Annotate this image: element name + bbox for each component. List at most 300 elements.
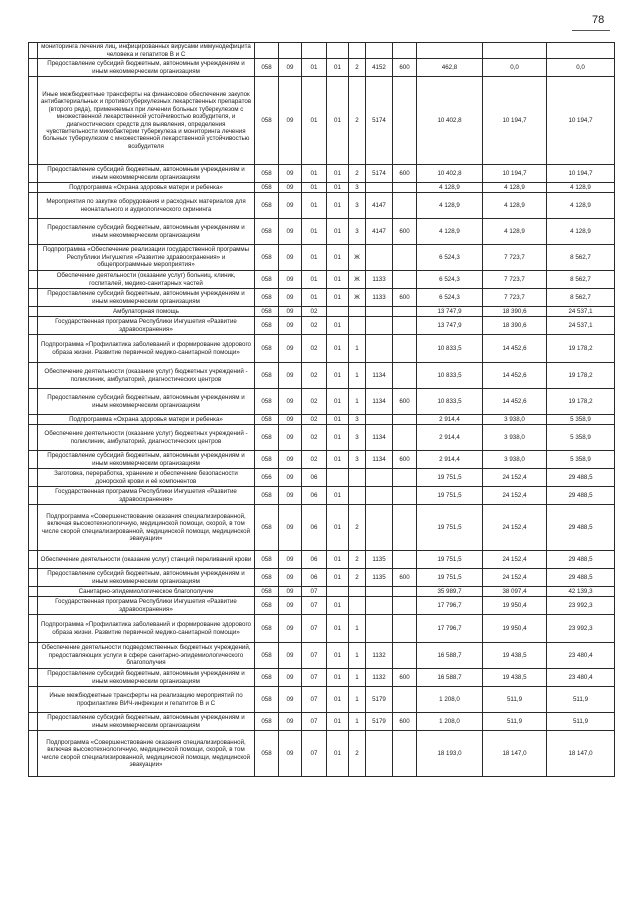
subprogram-code-cell (349, 487, 366, 505)
amount-col1-cell: 10 402,8 (417, 77, 483, 165)
row-index-cell (29, 59, 38, 77)
item-name-cell: Государственная программа Республики Ингушетия «Развитие здравоохранения» (38, 597, 255, 615)
amount-col2-cell: 19 438,5 (483, 643, 547, 669)
subprogram-code-cell: 1 (349, 615, 366, 643)
table-row (29, 469, 615, 487)
subprogram-code-cell: Ж (349, 289, 366, 307)
item-name-cell: Иные межбюджетные трансферты на финансовое обеспечение закупок антибактериальных и противотуберкулезных лекарственных препаратов (второго ряда), применяемых при лечении больных туберкулезом с множественной лекарственной устойчивостью возбудителя, и диагностических средств для выявления, определения чувствительности микобактерии туберкулеза и мониторинга лечения больных туберкулезом с множественной лекарственной устойчивостью возбудителя (38, 77, 255, 165)
ministry-code-cell: 058 (255, 193, 279, 219)
section-code-cell: 09 (279, 59, 302, 77)
direction-code-cell (366, 317, 393, 335)
section-code-cell: 09 (279, 643, 302, 669)
section-code-cell: 09 (279, 615, 302, 643)
table-row (29, 43, 615, 59)
table-row (29, 193, 615, 219)
section-code-cell: 09 (279, 505, 302, 551)
subsection-code-cell: 01 (302, 289, 327, 307)
ministry-code-cell: 058 (255, 615, 279, 643)
amount-col3-cell: 18 147,0 (547, 731, 615, 777)
amount-col2-cell: 3 938,0 (483, 451, 547, 469)
subsection-code-cell: 06 (302, 505, 327, 551)
subprogram-code-cell: 1 (349, 335, 366, 363)
ministry-code-cell: 058 (255, 569, 279, 587)
row-index-cell (29, 363, 38, 389)
amount-col3-cell: 8 562,7 (547, 245, 615, 271)
program-code-cell (327, 307, 349, 317)
ministry-code-cell: 058 (255, 731, 279, 777)
amount-col2-cell: 24 152,4 (483, 505, 547, 551)
amount-col3-cell: 23 992,3 (547, 597, 615, 615)
row-index-cell (29, 389, 38, 415)
program-code-cell: 01 (327, 77, 349, 165)
ministry-code-cell: 058 (255, 451, 279, 469)
ministry-code-cell: 058 (255, 687, 279, 713)
subsection-code-cell: 01 (302, 245, 327, 271)
table-row (29, 669, 615, 687)
item-name-cell: Подпрограмма «Охрана здоровья матери и ребенка» (38, 415, 255, 425)
amount-col2-cell: 38 097,4 (483, 587, 547, 597)
row-index-cell (29, 245, 38, 271)
subsection-code-cell: 07 (302, 615, 327, 643)
amount-col3-cell: 29 488,5 (547, 505, 615, 551)
amount-col2-cell: 19 438,5 (483, 669, 547, 687)
amount-col1-cell: 10 833,5 (417, 389, 483, 415)
table-row (29, 451, 615, 469)
amount-col2-cell: 4 128,9 (483, 219, 547, 245)
expense-type-cell (393, 415, 417, 425)
direction-code-cell (366, 245, 393, 271)
program-code-cell: 01 (327, 569, 349, 587)
amount-col2-cell: 14 452,6 (483, 389, 547, 415)
subprogram-code-cell: Ж (349, 271, 366, 289)
ministry-code-cell: 058 (255, 165, 279, 183)
subprogram-code-cell: 1 (349, 669, 366, 687)
amount-col2-cell: 3 938,0 (483, 415, 547, 425)
row-index-cell (29, 731, 38, 777)
subprogram-code-cell: 3 (349, 425, 366, 451)
section-code-cell: 09 (279, 597, 302, 615)
amount-col3-cell: 23 992,3 (547, 615, 615, 643)
section-code-cell: 09 (279, 193, 302, 219)
program-code-cell: 01 (327, 451, 349, 469)
amount-col3-cell: 42 139,3 (547, 587, 615, 597)
section-code-cell: 09 (279, 165, 302, 183)
subprogram-code-cell: 1 (349, 389, 366, 415)
item-name-cell: Обеспечение деятельности (оказание услуг) больниц, клиник, госпиталей, медико-санитарных частей (38, 271, 255, 289)
expense-type-cell: 600 (393, 389, 417, 415)
table-row (29, 487, 615, 505)
item-name-cell: Обеспечение деятельности (оказание услуг) бюджетных учреждений - поликлиник, амбулаторий, диагностических центров (38, 363, 255, 389)
amount-col1-cell: 2 914,4 (417, 415, 483, 425)
expense-type-cell (393, 245, 417, 271)
table-row (29, 587, 615, 597)
amount-col3-cell: 29 488,5 (547, 551, 615, 569)
direction-code-cell: 4147 (366, 193, 393, 219)
subprogram-code-cell (349, 317, 366, 335)
row-index-cell (29, 569, 38, 587)
amount-col1-cell: 4 128,9 (417, 193, 483, 219)
amount-col3-cell: 10 194,7 (547, 77, 615, 165)
ministry-code-cell: 058 (255, 271, 279, 289)
subprogram-code-cell (349, 307, 366, 317)
amount-col1-cell: 35 989,7 (417, 587, 483, 597)
item-name-cell: Иные межбюджетные трансферты на реализацию мероприятий по профилактике ВИЧ-инфекции и гепатитов В и С (38, 687, 255, 713)
table-row (29, 425, 615, 451)
subsection-code-cell (302, 43, 327, 59)
section-code-cell: 09 (279, 183, 302, 193)
subsection-code-cell: 01 (302, 165, 327, 183)
direction-code-cell: 1133 (366, 289, 393, 307)
amount-col1-cell (417, 43, 483, 59)
program-code-cell: 01 (327, 415, 349, 425)
section-code-cell: 09 (279, 731, 302, 777)
row-index-cell (29, 425, 38, 451)
program-code-cell: 01 (327, 335, 349, 363)
row-index-cell (29, 615, 38, 643)
program-code-cell: 01 (327, 245, 349, 271)
expense-type-cell: 600 (393, 219, 417, 245)
amount-col2-cell: 18 147,0 (483, 731, 547, 777)
row-index-cell (29, 587, 38, 597)
expense-type-cell (393, 487, 417, 505)
expense-type-cell (393, 335, 417, 363)
direction-code-cell: 1135 (366, 569, 393, 587)
table-row (29, 643, 615, 669)
row-index-cell (29, 551, 38, 569)
subprogram-code-cell: 2 (349, 505, 366, 551)
program-code-cell: 01 (327, 669, 349, 687)
ministry-code-cell: 058 (255, 307, 279, 317)
program-code-cell (327, 43, 349, 59)
direction-code-cell: 1132 (366, 669, 393, 687)
subprogram-code-cell: 2 (349, 731, 366, 777)
amount-col1-cell: 2 914,4 (417, 425, 483, 451)
table-row (29, 317, 615, 335)
expense-type-cell: 600 (393, 165, 417, 183)
amount-col1-cell: 4 128,9 (417, 219, 483, 245)
expense-type-cell (393, 183, 417, 193)
table-row (29, 335, 615, 363)
subsection-code-cell: 01 (302, 183, 327, 193)
item-name-cell: Предоставление субсидий бюджетным, автономным учреждениям и иным некоммерческим организациям (38, 713, 255, 731)
expense-type-cell (393, 731, 417, 777)
amount-col1-cell: 4 128,9 (417, 183, 483, 193)
subsection-code-cell: 07 (302, 587, 327, 597)
section-code-cell: 09 (279, 569, 302, 587)
subprogram-code-cell: 1 (349, 363, 366, 389)
table-row (29, 615, 615, 643)
row-index-cell (29, 597, 38, 615)
section-code-cell: 09 (279, 713, 302, 731)
amount-col2-cell: 4 128,9 (483, 183, 547, 193)
subprogram-code-cell (349, 43, 366, 59)
direction-code-cell (366, 587, 393, 597)
subsection-code-cell: 02 (302, 335, 327, 363)
item-name-cell: Предоставление субсидий бюджетным, автономным учреждениям и иным некоммерческим организациям (38, 389, 255, 415)
item-name-cell: Обеспечение деятельности (оказание услуг) станций переливаний крови (38, 551, 255, 569)
row-index-cell (29, 193, 38, 219)
subsection-code-cell: 06 (302, 551, 327, 569)
row-index-cell (29, 165, 38, 183)
program-code-cell: 01 (327, 363, 349, 389)
amount-col3-cell: 29 488,5 (547, 569, 615, 587)
subprogram-code-cell: 1 (349, 687, 366, 713)
table-row (29, 165, 615, 183)
amount-col1-cell: 1 208,0 (417, 687, 483, 713)
expense-type-cell (393, 469, 417, 487)
program-code-cell: 01 (327, 289, 349, 307)
program-code-cell: 01 (327, 713, 349, 731)
amount-col1-cell: 19 751,5 (417, 551, 483, 569)
subsection-code-cell: 02 (302, 425, 327, 451)
subsection-code-cell: 07 (302, 687, 327, 713)
row-index-cell (29, 451, 38, 469)
table-row (29, 731, 615, 777)
amount-col1-cell: 16 588,7 (417, 669, 483, 687)
table-row (29, 505, 615, 551)
item-name-cell: Мероприятия по закупке оборудования и расходных материалов для неонатального и аудиологического скрининга (38, 193, 255, 219)
subsection-code-cell: 01 (302, 271, 327, 289)
row-index-cell (29, 415, 38, 425)
expense-type-cell (393, 687, 417, 713)
ministry-code-cell: 058 (255, 335, 279, 363)
amount-col2-cell: 24 152,4 (483, 569, 547, 587)
amount-col1-cell: 17 796,7 (417, 615, 483, 643)
direction-code-cell: 1134 (366, 425, 393, 451)
subprogram-code-cell: 2 (349, 59, 366, 77)
section-code-cell: 09 (279, 451, 302, 469)
item-name-cell: Заготовка, переработка, хранение и обеспечение безопасности донорской крови и её компонентов (38, 469, 255, 487)
amount-col2-cell: 24 152,4 (483, 469, 547, 487)
subprogram-code-cell (349, 469, 366, 487)
ministry-code-cell: 058 (255, 183, 279, 193)
program-code-cell: 01 (327, 425, 349, 451)
subsection-code-cell: 02 (302, 389, 327, 415)
section-code-cell: 09 (279, 317, 302, 335)
program-code-cell: 01 (327, 551, 349, 569)
expense-type-cell: 600 (393, 59, 417, 77)
expense-type-cell (393, 551, 417, 569)
section-code-cell: 09 (279, 415, 302, 425)
amount-col1-cell: 6 524,3 (417, 289, 483, 307)
item-name-cell: Подпрограмма «Охрана здоровья матери и ребенка» (38, 183, 255, 193)
item-name-cell: Подпрограмма «Обеспечение реализации государственной программы Республики Ингушетия «Развитие здравоохранения» и общепрограммные мероприятия» (38, 245, 255, 271)
subsection-code-cell: 06 (302, 487, 327, 505)
expense-type-cell (393, 615, 417, 643)
direction-code-cell (366, 43, 393, 59)
direction-code-cell (366, 469, 393, 487)
amount-col2-cell: 19 950,4 (483, 597, 547, 615)
amount-col1-cell: 13 747,9 (417, 307, 483, 317)
direction-code-cell: 4147 (366, 219, 393, 245)
table-row (29, 183, 615, 193)
subsection-code-cell: 02 (302, 307, 327, 317)
direction-code-cell: 5174 (366, 77, 393, 165)
amount-col3-cell: 5 358,9 (547, 425, 615, 451)
row-index-cell (29, 335, 38, 363)
expense-type-cell: 600 (393, 289, 417, 307)
amount-col1-cell: 17 796,7 (417, 597, 483, 615)
table-row (29, 597, 615, 615)
section-code-cell: 09 (279, 335, 302, 363)
amount-col1-cell: 19 751,5 (417, 505, 483, 551)
subsection-code-cell: 07 (302, 713, 327, 731)
subsection-code-cell: 02 (302, 451, 327, 469)
subprogram-code-cell: 3 (349, 193, 366, 219)
amount-col2-cell: 511,9 (483, 713, 547, 731)
expense-type-cell: 600 (393, 451, 417, 469)
direction-code-cell (366, 487, 393, 505)
amount-col1-cell: 10 402,8 (417, 165, 483, 183)
amount-col3-cell: 0,0 (547, 59, 615, 77)
amount-col3-cell: 19 178,2 (547, 335, 615, 363)
amount-col2-cell (483, 43, 547, 59)
amount-col3-cell: 19 178,2 (547, 389, 615, 415)
subprogram-code-cell: 3 (349, 451, 366, 469)
amount-col3-cell: 511,9 (547, 687, 615, 713)
subsection-code-cell: 07 (302, 597, 327, 615)
ministry-code-cell: 058 (255, 669, 279, 687)
direction-code-cell: 1135 (366, 551, 393, 569)
amount-col1-cell: 462,8 (417, 59, 483, 77)
program-code-cell: 01 (327, 643, 349, 669)
subprogram-code-cell: 1 (349, 713, 366, 731)
ministry-code-cell: 058 (255, 505, 279, 551)
direction-code-cell (366, 505, 393, 551)
table-row (29, 713, 615, 731)
amount-col2-cell: 511,9 (483, 687, 547, 713)
direction-code-cell (366, 307, 393, 317)
ministry-code-cell: 058 (255, 363, 279, 389)
expense-type-cell: 600 (393, 569, 417, 587)
amount-col1-cell: 19 751,5 (417, 487, 483, 505)
program-code-cell: 01 (327, 615, 349, 643)
table-row (29, 77, 615, 165)
row-index-cell (29, 43, 38, 59)
subprogram-code-cell: Ж (349, 245, 366, 271)
item-name-cell: Подпрограмма «Профилактика заболеваний и формирование здорового образа жизни. Развитие первичной медико-санитарной помощи» (38, 615, 255, 643)
amount-col2-cell: 19 950,4 (483, 615, 547, 643)
expense-type-cell (393, 597, 417, 615)
amount-col2-cell: 4 128,9 (483, 193, 547, 219)
amount-col3-cell: 8 562,7 (547, 271, 615, 289)
amount-col1-cell: 13 747,9 (417, 317, 483, 335)
subsection-code-cell: 01 (302, 59, 327, 77)
ministry-code-cell: 058 (255, 415, 279, 425)
expense-type-cell (393, 271, 417, 289)
ministry-code-cell: 058 (255, 643, 279, 669)
row-index-cell (29, 289, 38, 307)
ministry-code-cell: 058 (255, 317, 279, 335)
program-code-cell: 01 (327, 193, 349, 219)
table-row (29, 363, 615, 389)
program-code-cell (327, 587, 349, 597)
section-code-cell: 09 (279, 245, 302, 271)
subsection-code-cell: 01 (302, 77, 327, 165)
item-name-cell: Подпрограмма «Совершенствование оказания специализированной, включая высокотехнологичную, медицинской помощи, скорой, в том числе скорой специализированной, медицинской помощи, медицинской эвакуации» (38, 505, 255, 551)
subsection-code-cell: 06 (302, 469, 327, 487)
section-code-cell: 09 (279, 669, 302, 687)
item-name-cell: Предоставление субсидий бюджетным, автономным учреждениям и иным некоммерческим организациям (38, 669, 255, 687)
section-code-cell: 09 (279, 687, 302, 713)
item-name-cell: Амбулаторная помощь (38, 307, 255, 317)
amount-col1-cell: 19 751,5 (417, 469, 483, 487)
ministry-code-cell: 058 (255, 487, 279, 505)
page-number: 78 (592, 14, 605, 26)
amount-col2-cell: 7 723,7 (483, 289, 547, 307)
amount-col2-cell: 14 452,6 (483, 363, 547, 389)
ministry-code-cell: 056 (255, 469, 279, 487)
amount-col2-cell: 24 152,4 (483, 551, 547, 569)
item-name-cell: Подпрограмма «Совершенствование оказания специализированной, включая высокотехнологичную, медицинской помощи, скорой, в том числе скорой специализированной, медицинской помощи, медицинской эвакуации» (38, 731, 255, 777)
table-row (29, 245, 615, 271)
amount-col1-cell: 10 833,5 (417, 363, 483, 389)
ministry-code-cell: 058 (255, 425, 279, 451)
subsection-code-cell: 02 (302, 363, 327, 389)
amount-col1-cell: 6 524,3 (417, 245, 483, 271)
program-code-cell: 01 (327, 59, 349, 77)
direction-code-cell (366, 597, 393, 615)
amount-col3-cell: 4 128,9 (547, 193, 615, 219)
amount-col3-cell: 511,9 (547, 713, 615, 731)
amount-col2-cell: 10 194,7 (483, 77, 547, 165)
row-index-cell (29, 469, 38, 487)
table-row (29, 307, 615, 317)
amount-col3-cell: 4 128,9 (547, 183, 615, 193)
direction-code-cell (366, 335, 393, 363)
subprogram-code-cell: 1 (349, 643, 366, 669)
item-name-cell: Государственная программа Республики Ингушетия «Развитие здравоохранения» (38, 487, 255, 505)
section-code-cell: 09 (279, 289, 302, 307)
subprogram-code-cell: 3 (349, 415, 366, 425)
row-index-cell (29, 271, 38, 289)
item-name-cell: Государственная программа Республики Ингушетия «Развитие здравоохранения» (38, 317, 255, 335)
program-code-cell: 01 (327, 219, 349, 245)
amount-col3-cell: 29 488,5 (547, 487, 615, 505)
subprogram-code-cell: 3 (349, 183, 366, 193)
row-index-cell (29, 713, 38, 731)
item-name-cell: Санитарно-эпидемиологическое благополучие (38, 587, 255, 597)
amount-col3-cell: 19 178,2 (547, 363, 615, 389)
section-code-cell: 09 (279, 77, 302, 165)
amount-col1-cell: 10 833,5 (417, 335, 483, 363)
amount-col2-cell: 10 194,7 (483, 165, 547, 183)
program-code-cell: 01 (327, 271, 349, 289)
amount-col1-cell: 18 193,0 (417, 731, 483, 777)
section-code-cell: 09 (279, 587, 302, 597)
program-code-cell: 01 (327, 687, 349, 713)
subprogram-code-cell: 2 (349, 77, 366, 165)
program-code-cell: 01 (327, 487, 349, 505)
item-name-cell: мониторинга лечения лиц, инфицированных вирусами иммунодефицита человека и гепатитов В и С (38, 43, 255, 59)
expense-type-cell (393, 307, 417, 317)
row-index-cell (29, 219, 38, 245)
ministry-code-cell: 058 (255, 389, 279, 415)
subprogram-code-cell (349, 597, 366, 615)
amount-col2-cell: 18 390,6 (483, 317, 547, 335)
table-row (29, 219, 615, 245)
amount-col2-cell: 3 938,0 (483, 425, 547, 451)
amount-col3-cell: 10 194,7 (547, 165, 615, 183)
expense-type-cell (393, 425, 417, 451)
section-code-cell: 09 (279, 363, 302, 389)
table-row (29, 389, 615, 415)
ministry-code-cell: 058 (255, 59, 279, 77)
section-code-cell: 09 (279, 307, 302, 317)
direction-code-cell: 1134 (366, 363, 393, 389)
budget-table-body (29, 43, 615, 777)
amount-col1-cell: 6 524,3 (417, 271, 483, 289)
